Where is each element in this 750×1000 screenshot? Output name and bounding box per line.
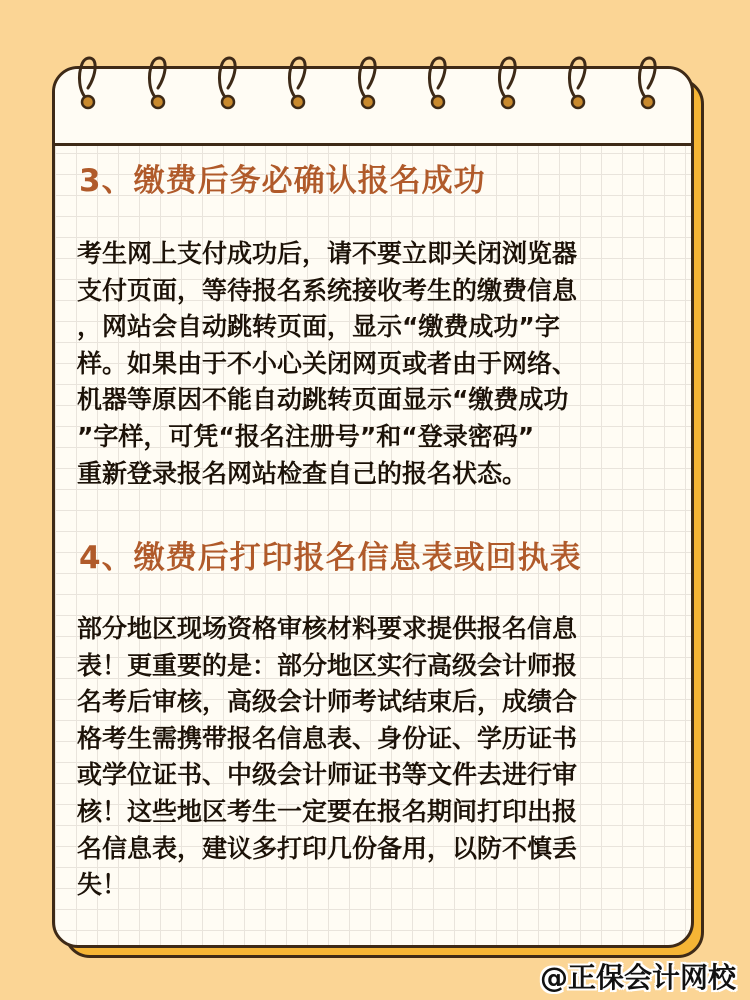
body-line: 名考后审核，高级会计师考试结束后，成绩合: [77, 687, 578, 717]
notebook-ring-icon: [356, 52, 380, 114]
body-line: 样。如果由于不小心关闭网页或者由于网络、: [77, 348, 578, 378]
notebook-ring-icon: [286, 52, 310, 114]
body-line: 核！这些地区考生一定要在报名期间打印出报: [77, 796, 578, 826]
body-line: ”字样，可凭“报名注册号”和“登录密码”: [77, 421, 535, 451]
section-3-title: 3、缴费后务必确认报名成功: [79, 163, 486, 199]
notebook-ring-icon: [496, 52, 520, 114]
body-line: ，网站会自动跳转页面，显示“缴费成功”字: [77, 312, 560, 342]
body-line: 名信息表，建议多打印几份备用，以防不慎丢: [77, 833, 578, 863]
body-line: 表！更重要的是：部分地区实行高级会计师报: [77, 650, 578, 680]
notebook-ring-icon: [76, 52, 100, 114]
body-line: 重新登录报名网站检查自己的报名状态。: [77, 458, 528, 488]
body-line: 支付页面，等待报名系统接收考生的缴费信息: [77, 275, 578, 305]
section-3-body: [77, 236, 667, 492]
notebook-ring-icon: [566, 52, 590, 114]
body-line: 或学位证书、中级会计师证书等文件去进行审: [77, 760, 578, 790]
notebook-ring-icon: [146, 52, 170, 114]
notebook-rings: [52, 52, 694, 122]
body-line: 机器等原因不能自动跳转页面显示“缴费成功: [77, 385, 569, 415]
watermark-brand: @正保会计网校: [539, 961, 736, 994]
section-4-title: 4、缴费后打印报名信息表或回执表: [79, 540, 582, 576]
body-line: 失！: [77, 870, 128, 900]
notebook-card: [52, 66, 694, 948]
body-line: 格考生需携带报名信息表、身份证、学历证书: [77, 723, 578, 753]
notebook-ring-icon: [216, 52, 240, 114]
notebook-ring-icon: [426, 52, 450, 114]
body-line: 部分地区现场资格审核材料要求提供报名信息: [77, 614, 578, 643]
notebook-ring-icon: [636, 52, 660, 114]
body-line: 考生网上支付成功后，请不要立即关闭浏览器: [77, 239, 578, 268]
section-4-body: [77, 611, 667, 904]
